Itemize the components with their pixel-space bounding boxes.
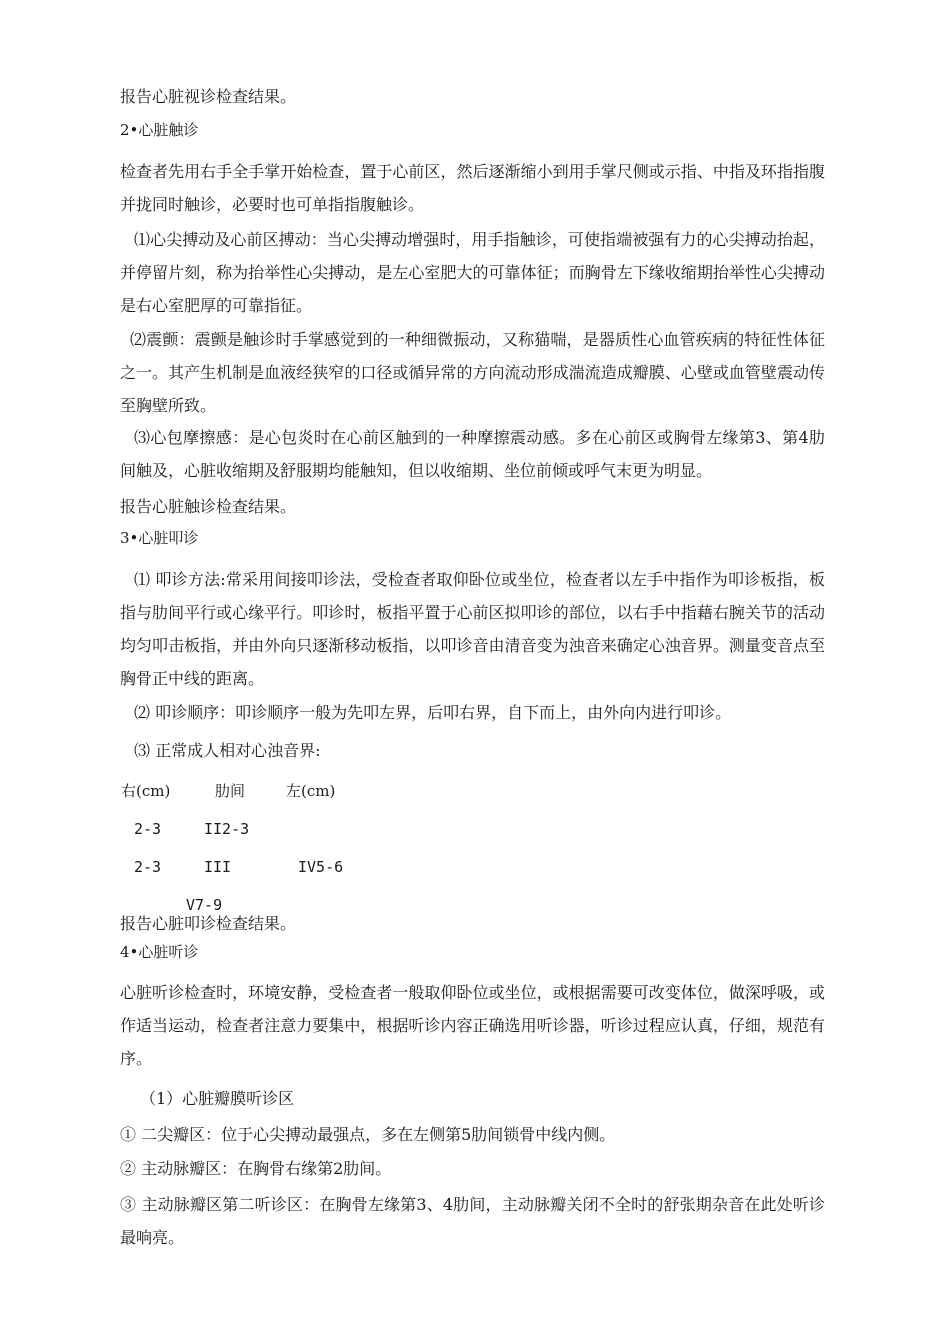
report-palpation-result: 报告心脏触诊检查结果。 <box>120 497 297 516</box>
percussion-item-2: ⑵ 叩诊顺序：叩诊顺序一般为先叩左界，后叩右界，自下而上，由外向内进行叩诊。 <box>134 703 732 722</box>
table-r3-rib: V7-9 <box>186 896 223 914</box>
palpation-item-2: ⑵震颤：震颤是触诊时手掌感觉到的一种细微振动，又称猫喘，是器质性心血管疾病的特征性体征之一。其产生机制是血液经狭窄的口径或循异常的方向流动形成湍流造成瓣膜、心壁或血管壁震动传至胸壁所致。 <box>120 330 825 415</box>
report-visual-result: 报告心脏视诊检查结果。 <box>120 87 297 106</box>
table-header-right: 右(cm) <box>121 782 171 800</box>
table-r1-right: 2-3 <box>134 820 162 838</box>
auscultation-item-2: ② 主动脉瓣区：在胸骨右缘第2肋间。 <box>120 1159 392 1178</box>
table-r1-rib: II2-3 <box>204 820 250 838</box>
table-r2-right: 2-3 <box>134 858 162 876</box>
section-heading-percussion: 3•心脏叩诊 <box>120 529 199 547</box>
auscultation-item-1: ① 二尖瓣区：位于心尖搏动最强点，多在左侧第5肋间锁骨中线内侧。 <box>120 1125 616 1144</box>
percussion-item-1: ⑴ 叩诊方法:常采用间接叩诊法，受检查者取仰卧位或坐位，检查者以左手中指作为叩诊板指，板指与肋间平行或心缘平行。叩诊时，板指平置于心前区拟叩诊的部位，以右手中指藉右腕关节的活动均匀叩击板指，并由外向只逐渐移动板指，以叩诊音由清音变为浊音来确定心浊音界。测量变音点至胸骨正中线的距离。 <box>120 570 825 688</box>
table-r2-left: IV5-6 <box>298 858 344 876</box>
table-header-left: 左(cm) <box>286 782 336 800</box>
auscultation-intro: 心脏听诊检查时，环境安静，受检查者一般取仰卧位或坐位，或根据需要可改变体位，做深呼吸，或作适当运动，检查者注意力要集中，根据听诊内容正确选用听诊器，听诊过程应认真，仔细，规范有序。 <box>120 983 825 1068</box>
table-header-rib: 肋间 <box>215 782 246 800</box>
report-percussion-result: 报告心脏叩诊检查结果。 <box>120 914 297 933</box>
table-r2-rib: III <box>204 858 232 876</box>
palpation-item-1: ⑴心尖搏动及心前区搏动：当心尖搏动增强时，用手指触诊，可使指端被强有力的心尖搏动抬起，并停留片刻，称为抬举性心尖搏动，是左心室肥大的可靠体征；而胸骨左下缘收缩期抬举性心尖搏动是右心室肥厚的可靠指征。 <box>120 230 825 315</box>
auscultation-subheading: （1）心脏瓣膜听诊区 <box>140 1089 295 1108</box>
percussion-item-3: ⑶ 正常成人相对心浊音界: <box>134 741 321 760</box>
palpation-item-3: ⑶心包摩擦感：是心包炎时在心前区触到的一种摩擦震动感。多在心前区或胸骨左缘第3、第4肋间触及，心脏收缩期及舒服期均能触知，但以收缩期、坐位前倾或呼气末更为明显。 <box>120 428 825 480</box>
auscultation-item-3: ③ 主动脉瓣区第二听诊区：在胸骨左缘第3、4肋间，主动脉瓣关闭不全时的舒张期杂音在此处听诊最响亮。 <box>120 1195 825 1247</box>
section-heading-palpation: 2•心脏触诊 <box>120 121 199 139</box>
palpation-intro: 检查者先用右手全手掌开始检查，置于心前区，然后逐渐缩小到用手掌尺侧或示指、中指及环指指腹并拢同时触诊，必要时也可单指指腹触诊。 <box>120 162 825 214</box>
section-heading-auscultation: 4•心脏听诊 <box>120 943 199 961</box>
